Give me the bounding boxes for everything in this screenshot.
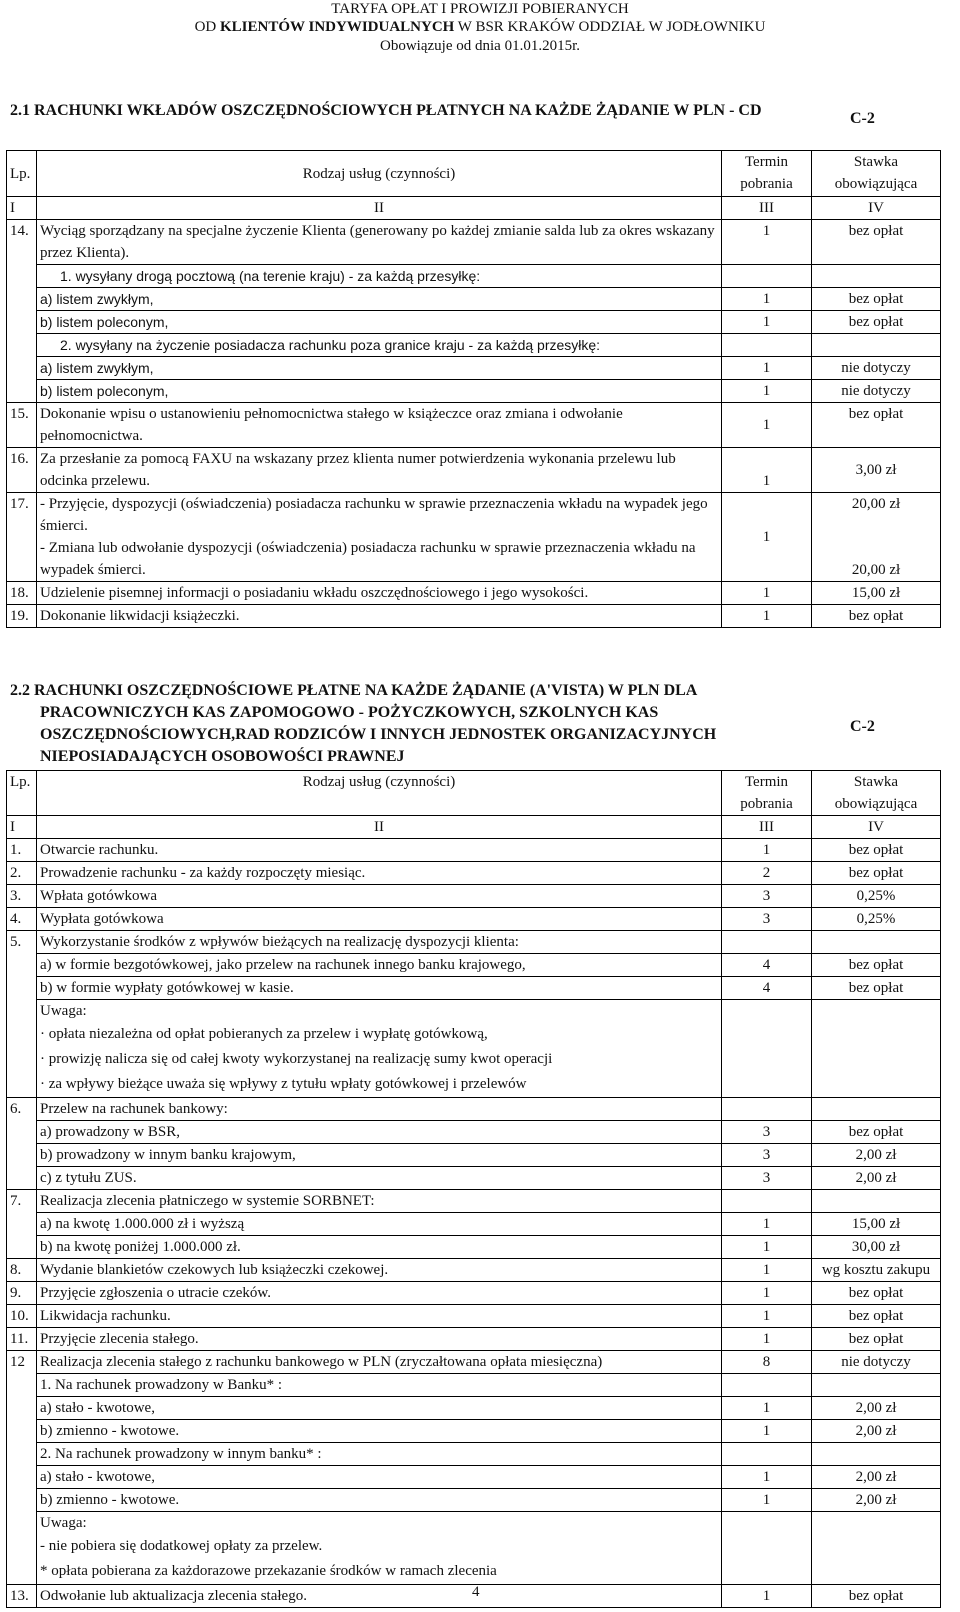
row-rate	[812, 1374, 941, 1397]
row-lp: 1.	[7, 839, 37, 862]
row-lp-empty	[7, 1397, 37, 1420]
row-term	[722, 334, 812, 357]
row-term: 2	[722, 862, 812, 885]
row-term: 1	[722, 311, 812, 334]
row-term: 1	[722, 1213, 812, 1236]
row-term	[722, 1443, 812, 1466]
row-term: 8	[722, 1351, 812, 1374]
row-term: 3	[722, 1121, 812, 1144]
row-rate: 2,00 zł	[812, 1420, 941, 1443]
row-lp-empty	[7, 1512, 37, 1585]
row-lp: 3.	[7, 885, 37, 908]
row-lp-empty	[7, 357, 37, 380]
row-rate: bez opłat	[812, 862, 941, 885]
row-term: 1	[722, 448, 812, 493]
row-term: 1	[722, 1466, 812, 1489]
row-term	[722, 1512, 812, 1585]
row-term: 1	[722, 1328, 812, 1351]
row-lp-empty	[7, 954, 37, 977]
row-rate: 0,25%	[812, 908, 941, 931]
row-rate: bez opłat	[812, 1305, 941, 1328]
row-lp: 2.	[7, 862, 37, 885]
row-rate: nie dotyczy	[812, 357, 941, 380]
roman-2: II	[37, 816, 722, 839]
row-rate: bez opłat	[812, 1282, 941, 1305]
col-rate: Stawka obowiązująca	[812, 771, 941, 816]
row-text: Przyjęcie zgłoszenia o utracie czeków.	[37, 1282, 722, 1305]
row-lp-empty	[7, 1443, 37, 1466]
row-text: Realizacja zlecenia płatniczego w systemie SORBNET:	[37, 1190, 722, 1213]
row-rate: nie dotyczy	[812, 380, 941, 403]
row-term: 1	[722, 288, 812, 311]
row-sub-text: b) listem poleconym,	[37, 380, 722, 403]
row-text: Za przesłanie za pomocą FAXU na wskazany przez klienta numer potwierdzenia wykonania przelewu lub odcinka przelewu.	[37, 448, 722, 493]
row-rate	[812, 931, 941, 954]
row-rate: bez opłat	[812, 311, 941, 334]
row-rate: 2,00 zł	[812, 1466, 941, 1489]
row-lp: 7.	[7, 1190, 37, 1213]
row-term: 1	[722, 1305, 812, 1328]
row-term: 4	[722, 977, 812, 1000]
row-sub-text: a) stało - kwotowe,	[37, 1466, 722, 1489]
roman-3: III	[722, 197, 812, 220]
row-lp-empty	[7, 1374, 37, 1397]
section2-code: C-2	[850, 718, 875, 735]
row-sub-text: a) stało - kwotowe,	[37, 1397, 722, 1420]
row-term: 3	[722, 1167, 812, 1190]
section2-title-line3: OSZCZĘDNOŚCIOWYCH,RAD RODZICÓW I INNYCH JEDNOSTEK ORGANIZACYJNYCH	[40, 726, 717, 743]
row-text: Otwarcie rachunku.	[37, 839, 722, 862]
row-lp-empty	[7, 1167, 37, 1190]
row-term: 3	[722, 885, 812, 908]
row-rate: 2,00 zł	[812, 1144, 941, 1167]
row-text: Realizacja zlecenia stałego z rachunku bankowego w PLN (zryczałtowana opłata miesięczna)	[37, 1351, 722, 1374]
row-term: 1	[722, 220, 812, 265]
row-text: Odwołanie lub aktualizacja zlecenia stałego.	[37, 1585, 722, 1608]
row-text: Wydanie blankietów czekowych lub książeczki czekowej.	[37, 1259, 722, 1282]
row-sub-text: a) listem zwykłym,	[37, 288, 722, 311]
row-lp: 15.	[7, 403, 37, 448]
row-sub-text: b) zmienno - kwotowe.	[37, 1489, 722, 1512]
row-lp: 10.	[7, 1305, 37, 1328]
row-term	[722, 1098, 812, 1121]
row-text: Wykorzystanie środków z wpływów bieżących na realizację dyspozycji klienta:	[37, 931, 722, 954]
row-rate: bez opłat	[812, 288, 941, 311]
roman-2: II	[37, 197, 722, 220]
row-term: 1	[722, 1489, 812, 1512]
row-lp: 16.	[7, 448, 37, 493]
row-rate: 2,00 zł	[812, 1397, 941, 1420]
roman-1: I	[7, 197, 37, 220]
row-lp-empty	[7, 380, 37, 403]
row-lp-empty	[7, 334, 37, 357]
row-rate: 2,00 zł	[812, 1167, 941, 1190]
row-term	[722, 265, 812, 288]
row-rate: bez opłat	[812, 1121, 941, 1144]
roman-1: I	[7, 816, 37, 839]
row-term: 1	[722, 403, 812, 448]
row-sub-text: b) prowadzony w innym banku krajowym,	[37, 1144, 722, 1167]
row-lp: 11.	[7, 1328, 37, 1351]
row-rate: bez opłat	[812, 403, 941, 448]
row-rate: bez opłat	[812, 839, 941, 862]
row-text: Wyciąg sporządzany na specjalne życzenie Klienta (generowany po każdej zmianie salda lub za okres wskazany przez Klienta).	[37, 220, 722, 265]
row-rate: nie dotyczy	[812, 1351, 941, 1374]
row-sub-text	[37, 334, 722, 357]
row-rate	[812, 265, 941, 288]
row-text: Likwidacja rachunku.	[37, 1305, 722, 1328]
row-lp-empty	[7, 1121, 37, 1144]
row-term: 4	[722, 954, 812, 977]
doc-header-line3: Obowiązuje od dnia 01.01.2015r.	[380, 38, 580, 54]
row-sub-text	[37, 265, 722, 288]
note-item: · prowizję nalicza się od całej kwoty wykorzystanej na realizację sumy kwot operacji	[40, 1051, 553, 1067]
roman-3: III	[722, 816, 812, 839]
header-part-a: OD	[194, 19, 220, 35]
row-lp-empty	[7, 265, 37, 288]
col-term: Termin pobrania	[722, 771, 812, 816]
row-lp-empty	[7, 977, 37, 1000]
row-text: Udzielenie pisemnej informacji o posiadaniu wkładu oszczędnościowego i jego wysokości.	[37, 582, 722, 605]
row-lp-empty	[7, 1213, 37, 1236]
row-lp: 17.	[7, 493, 37, 582]
row-text-part1: - Przyjęcie, dyspozycji (oświadczenia) posiadacza rachunku w sprawie przeznaczenia wkładu na wypadek jego śmierci.	[40, 496, 708, 534]
row-rate	[812, 493, 941, 582]
row-lp: 9.	[7, 1282, 37, 1305]
row-term	[722, 931, 812, 954]
row-term: 1	[722, 1236, 812, 1259]
roman-4: IV	[812, 816, 941, 839]
row-rate	[812, 1190, 941, 1213]
row-sub-text: c) z tytułu ZUS.	[37, 1167, 722, 1190]
row-text: Dokonanie likwidacji książeczki.	[37, 605, 722, 628]
row-term: 1	[722, 380, 812, 403]
row-rate: wg kosztu zakupu	[812, 1259, 941, 1282]
sub-label: 1. wysyłany drogą pocztową (na terenie kraju) - za każdą przesyłkę:	[60, 268, 481, 284]
row-rate: bez opłat	[812, 1328, 941, 1351]
row-term	[722, 1374, 812, 1397]
row-sub-text: b) listem poleconym,	[37, 311, 722, 334]
row-lp-empty	[7, 1000, 37, 1098]
section1-code: C-2	[850, 110, 875, 127]
row-lp: 12	[7, 1351, 37, 1374]
section2-title-line4: NIEPOSIADAJĄCYCH OSOBOWOŚCI PRAWNEJ	[40, 748, 405, 765]
row-sub-text: a) listem zwykłym,	[37, 357, 722, 380]
row-lp-empty	[7, 288, 37, 311]
row-lp: 8.	[7, 1259, 37, 1282]
note-item: * opłata pobierana za każdorazowe przekazanie środków w ramach zlecenia	[40, 1563, 497, 1579]
rate-part1: 20,00 zł	[851, 496, 901, 512]
doc-header-line1: TARYFA OPŁAT I PROWIZJI POBIERANYCH	[331, 1, 629, 17]
row-rate	[812, 1443, 941, 1466]
row-term: 1	[722, 1397, 812, 1420]
header-part-b: KLIENTÓW INDYWIDUALNYCH	[219, 19, 455, 35]
col-type: Rodzaj usług (czynności)	[37, 151, 722, 197]
row-lp-empty	[7, 1466, 37, 1489]
section1-title: 2.1 RACHUNKI WKŁADÓW OSZCZĘDNOŚCIOWYCH PŁATNYCH NA KAŻDE ŻĄDANIE W PLN - CD	[10, 102, 762, 119]
row-note	[37, 1000, 722, 1098]
row-rate: 3,00 zł	[812, 448, 941, 493]
note-item: - nie pobiera się dodatkowej opłaty za przelew.	[40, 1538, 323, 1554]
row-rate	[812, 1512, 941, 1585]
row-lp: 13.	[7, 1585, 37, 1608]
row-lp-empty	[7, 1420, 37, 1443]
row-rate: bez opłat	[812, 954, 941, 977]
row-term: 1	[722, 605, 812, 628]
row-term: 1	[722, 1282, 812, 1305]
row-lp-empty	[7, 1144, 37, 1167]
doc-header-line2	[0, 18, 960, 36]
sub-label: 2. wysyłany na życzenie posiadacza rachunku poza granice kraju - za każdą przesyłkę:	[60, 337, 601, 353]
row-text: Przyjęcie zlecenia stałego.	[37, 1328, 722, 1351]
row-sub-text: b) na kwotę poniżej 1.000.000 zł.	[37, 1236, 722, 1259]
roman-4: IV	[812, 197, 941, 220]
rate-part2: 20,00 zł	[851, 562, 901, 578]
row-term: 1	[722, 357, 812, 380]
row-lp-empty	[7, 1236, 37, 1259]
row-lp: 19.	[7, 605, 37, 628]
row-sub-text: a) prowadzony w BSR,	[37, 1121, 722, 1144]
row-text: Wypłata gotówkowa	[37, 908, 722, 931]
row-term: 3	[722, 1144, 812, 1167]
section2-title-line1: 2.2 RACHUNKI OSZCZĘDNOŚCIOWE PŁATNE NA KAŻDE ŻĄDANIE (A'VISTA) W PLN DLA	[10, 682, 698, 699]
section2-title	[10, 680, 810, 768]
row-sub-text: 2. Na rachunek prowadzony w innym banku* :	[37, 1443, 722, 1466]
section2-title-line2: PRACOWNICZYCH KAS ZAPOMOGOWO - POŻYCZKOWYCH, SZKOLNYCH KAS	[40, 704, 659, 721]
row-lp-empty	[7, 1489, 37, 1512]
row-sub-text: 1. Na rachunek prowadzony w Banku* :	[37, 1374, 722, 1397]
row-term: 1	[722, 1585, 812, 1608]
row-rate	[812, 334, 941, 357]
row-term: 1	[722, 1420, 812, 1443]
row-note	[37, 1512, 722, 1585]
row-text	[37, 493, 722, 582]
row-lp: 18.	[7, 582, 37, 605]
col-lp: Lp.	[7, 151, 37, 197]
row-rate: 15,00 zł	[812, 1213, 941, 1236]
row-term	[722, 1190, 812, 1213]
section1-table	[6, 150, 941, 628]
row-rate	[812, 1000, 941, 1098]
row-term: 3	[722, 908, 812, 931]
page-number: 4	[472, 1584, 480, 1600]
row-sub-text: a) w formie bezgotówkowej, jako przelew na rachunek innego banku krajowego,	[37, 954, 722, 977]
row-rate: bez opłat	[812, 220, 941, 265]
row-sub-text: a) na kwotę 1.000.000 zł i wyższą	[37, 1213, 722, 1236]
row-text: Przelew na rachunek bankowy:	[37, 1098, 722, 1121]
row-rate: bez opłat	[812, 977, 941, 1000]
row-term: 1	[722, 1259, 812, 1282]
col-type: Rodzaj usług (czynności)	[37, 771, 722, 816]
row-rate: 2,00 zł	[812, 1489, 941, 1512]
row-text: Dokonanie wpisu o ustanowieniu pełnomocnictwa stałego w książeczce oraz zmiana i odwołanie pełnomocnictwa.	[37, 403, 722, 448]
note-item: · opłata niezależna od opłat pobieranych za przelew i wypłatę gotówkową,	[40, 1026, 488, 1042]
row-text: Wpłata gotówkowa	[37, 885, 722, 908]
row-rate: bez opłat	[812, 1585, 941, 1608]
row-rate: 15,00 zł	[812, 582, 941, 605]
row-lp: 5.	[7, 931, 37, 954]
row-lp: 6.	[7, 1098, 37, 1121]
header-part-c: W BSR KRAKÓW ODDZIAŁ W JODŁOWNIKU	[454, 19, 766, 35]
row-text: Prowadzenie rachunku - za każdy rozpoczęty miesiąc.	[37, 862, 722, 885]
row-rate: 0,25%	[812, 885, 941, 908]
row-lp: 4.	[7, 908, 37, 931]
row-rate: bez opłat	[812, 605, 941, 628]
note-item: · za wpływy bieżące uważa się wpływy z tytułu wpłaty gotówkowej i przelewów	[40, 1076, 527, 1092]
section2-table	[6, 770, 941, 1608]
row-term: 1	[722, 839, 812, 862]
col-lp: Lp.	[7, 771, 37, 816]
row-lp: 14.	[7, 220, 37, 265]
row-text-part2: - Zmiana lub odwołanie dyspozycji (oświadczenia) posiadacza rachunku w sprawie przeznaczenia wkładu na wypadek śmierci.	[40, 540, 696, 578]
row-term	[722, 1000, 812, 1098]
row-sub-text: b) w formie wypłaty gotówkowej w kasie.	[37, 977, 722, 1000]
row-sub-text: b) zmienno - kwotowe.	[37, 1420, 722, 1443]
row-lp-empty	[7, 311, 37, 334]
col-term: Termin pobrania	[722, 151, 812, 197]
row-term: 1	[722, 493, 812, 582]
note-label: Uwaga:	[40, 1003, 87, 1019]
row-rate: 30,00 zł	[812, 1236, 941, 1259]
row-rate	[812, 1098, 941, 1121]
row-term: 1	[722, 582, 812, 605]
col-rate: Stawka obowiązująca	[812, 151, 941, 197]
note-label: Uwaga:	[40, 1515, 87, 1531]
